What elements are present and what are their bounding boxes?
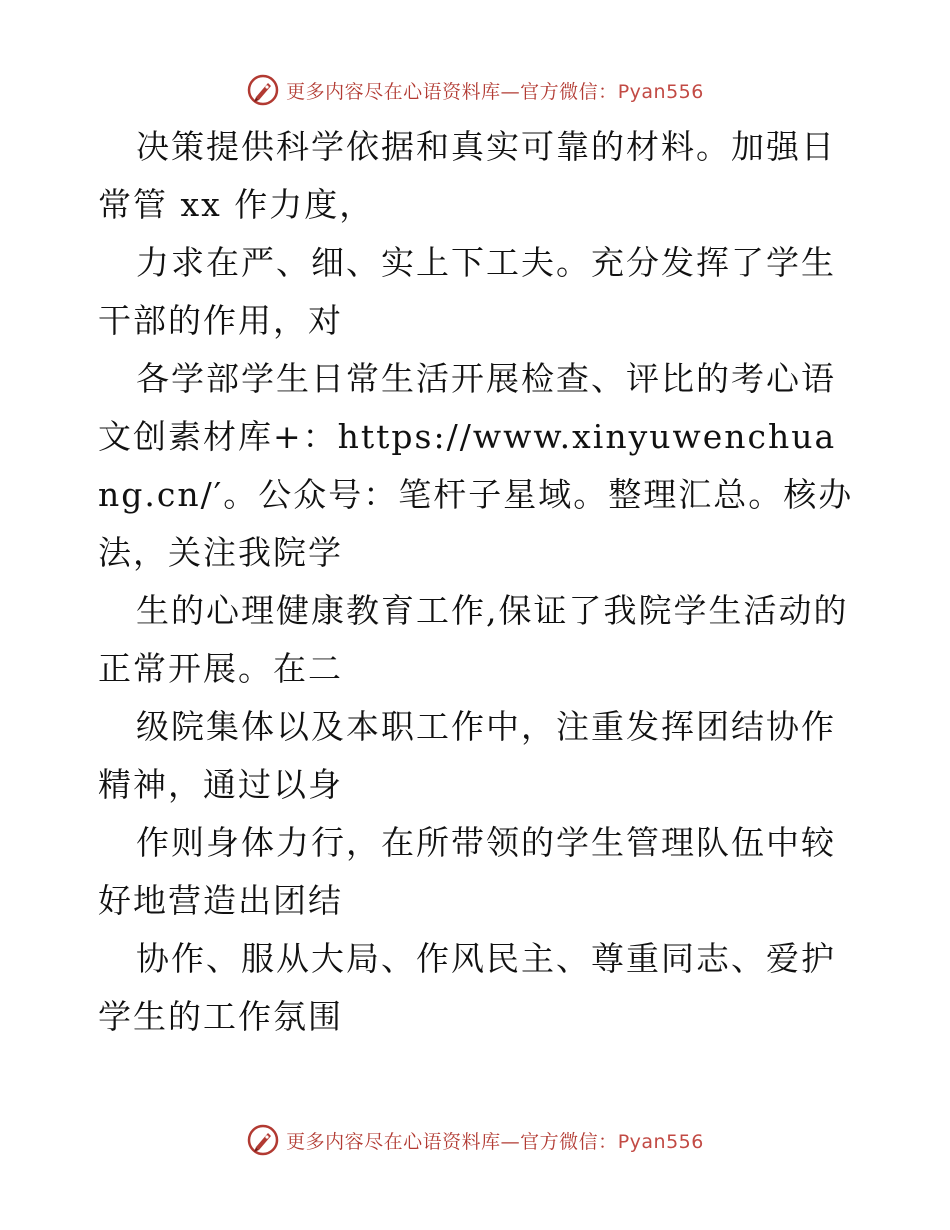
header-wechat-label: 官方微信： xyxy=(520,80,618,103)
header-brand-line xyxy=(286,77,704,104)
footer-wechat-id: Pyan556 xyxy=(617,1130,704,1153)
footer-wechat-label: 官方微信： xyxy=(520,1130,618,1153)
header-separator: — xyxy=(500,80,521,103)
paragraph: 力求在严、细、实上下工夫。充分发挥了学生干部的作用，对 xyxy=(98,243,836,340)
paragraph: 各学部学生日常生活开展检查、评比的考心语文创素材库+：https://www.xinyuwenchuang.cn/′。公众号：笔杆子星域。整理汇总。核办法，关注我院学 xyxy=(98,359,854,572)
paragraph: 作则身体力行，在所带领的学生管理队伍中较好地营造出团结 xyxy=(98,823,836,920)
paragraph: 决策提供科学依据和真实可靠的材料。加强日常管 xx 作力度， xyxy=(98,127,836,224)
paragraph: 协作、服从大局、作风民主、尊重同志、爱护学生的工作氛围 xyxy=(98,939,836,1036)
document-body xyxy=(98,118,858,1046)
pen-nib-logo-icon xyxy=(246,1123,280,1157)
footer-brand-text: 更多内容尽在心语资料库 xyxy=(286,1130,501,1153)
paragraph: 级院集体以及本职工作中，注重发挥团结协作精神，通过以身 xyxy=(98,707,836,804)
footer-banner xyxy=(0,1120,950,1160)
pen-nib-logo-icon xyxy=(246,73,280,107)
header-brand-text: 更多内容尽在心语资料库 xyxy=(286,80,501,103)
header-wechat-id: Pyan556 xyxy=(617,80,704,103)
paragraph: 生的心理健康教育工作,保证了我院学生活动的正常开展。在二 xyxy=(98,591,849,688)
footer-brand-line xyxy=(286,1127,704,1154)
footer-separator: — xyxy=(500,1130,521,1153)
header-banner xyxy=(0,70,950,110)
